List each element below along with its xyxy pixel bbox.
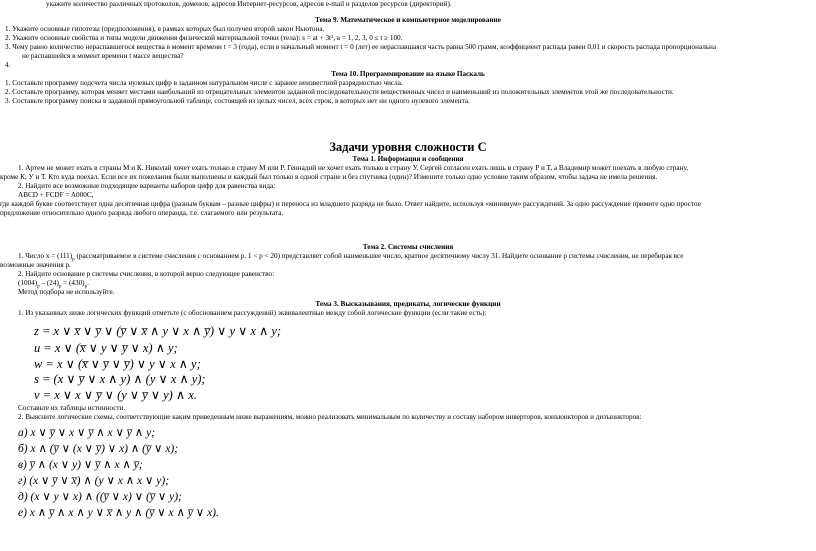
logic-formula: s = (x ∨ y̅ ∨ x ∧ y) ∧ (y ∨ x ∧ y); [34,372,206,386]
logic-formula: w = x ∨ (x̅ ∨ y̅ ∨ y̅) ∨ y ∨ x ∧ y; [34,357,201,371]
logic-option: а) x ∨ y̅ ∨ x ∨ y̅ ∧ x ∨ y̅ ∧ y; [18,427,156,439]
topic1-line: кроме К, У и Т. Кто куда поехал. Если все их пожелания были выполнены и каждый был только в одной стране и без спутника (один)? Измените только одно условие таким образом, чтобы задача не имела решения. [0,173,658,181]
topic1-line: 2. Найдите все возможные подходящие варианты наборов цифр для равенства вида: [18,182,276,190]
logic-option: г) (x ∨ y̅ ∨ x̅) ∧ (y ∨ x ∧ x ∨ y); [18,475,170,487]
logic-option: в) y̅ ∧ (x ∨ y) ∨ y̅ ∧ x ∧ y̅; [18,459,143,471]
topic10-item: 2. Составьте программу, которая меняет местами наибольший из отрицательных элементов заданной последовательности вещественных чисел и наименьший из положительных элементов этой же последовательности. [5,88,674,96]
logic-formula: u = x ∨ (x̅ ∨ y ∨ y̅ ∨ x) ∧ y; [34,341,178,355]
topic9-title: Тема 9. Математическое и компьютерное моделирование [315,16,501,24]
topic3-line: 1. Из указанных ниже логических функций отметьте (с обоснованием рассуждений) эквивалентные между собой логические функции (если такие есть): [18,309,487,317]
logic-formula: z = x ∨ x̅ ∨ y̅ ∨ (y̅ ∨ x̅ ∧ y ∨ x ∧ y̅) ∨ y ∨ x ∧ y; [34,324,282,338]
topic9-item: 1. Укажите основные гипотезы (предположения), в рамках которых был получен второй закон Ньютона. [5,25,325,33]
topic2-line: 2. Найдите основание p системы счисления, в которой верно следующее равенство: [18,270,275,278]
topic2-title: Тема 2. Системы счисления [362,243,454,251]
topic1-line: предложение относительно одного разряда любого операнда, т.е. слагаемого или результата. [0,209,284,217]
topic3-line: 2. Выясните логические схемы, соответствующие каким приведенным ниже выражениям, можно реализовать минимальным по количеству и составу набором инверторов, конъюнкторов и дизъюнкторов: [18,413,642,421]
topic10-item: 1. Составьте программу подсчета числа нулевых цифр в заданном натуральном числе с заранее неизвестной разрядностью числа. [5,79,403,87]
topic2-line: возможные значения p. [0,261,71,269]
topic3-title: Тема 3. Высказывания, предикаты, логические функции [315,300,501,308]
logic-option: б) x ∧ (y̅ ∨ (x ∨ y̅) ∨ x) ∧ (y̅ ∨ x); [18,443,179,455]
topic2-line: 1. Число $x = (111)_p$ (рассматриваемое в системе счисления с основанием p. 1 < p < 20) представляет собой наименьшее число, кратное десятичному числу 31. Найдите основание p системы счисления, не перебирая все [18,252,684,263]
topic10-item: 3. Составьте программу поиска в заданной прямоугольной таблице, состоящей из целых чисел, всех строк, в которых нет ни одного нулевого элемента. [5,97,470,105]
topic1-line: ABCD + FCDF = A000C, [18,191,94,199]
intro-line: укажите количество различных протоколов, доменов, адресов Интернет-ресурсов, адресов e-mail и разделов ресурсов (директорий). [46,0,452,8]
topic9-item: 3. Чему равно количество нераспавшегося вещества в момент времени t = 3 (года), если в начальный момент t = 0 (лет) ее нераспавшаяся часть равна 500 грамм, коэффициент распада равен 0,01 и скорость распада пропорциональна [5,43,717,51]
logic-formula: v = x ∨ x ∨ y̅ ∨ (y ∨ y̅ ∨ y) ∧ x. [34,388,197,402]
section-c-title: Задачи уровня сложности С [329,140,487,154]
topic1-line: 1. Артем не может ехать в страны М и К. Николай хочет ехать только в страну М или Р. Геннадий не хочет ехать только в страну У. Сергей согласен ехать лишь в страну Р и Т, а Владимир может поехать в любую страну, [18,164,689,172]
topic2-line: Метод подбора не используйте. [18,288,115,296]
topic1-line: где каждой букве соответствует одна десятичная цифра (разным буквам – разные цифры) и переноса из младшего разряда не было. Ответ найдите, используя «минимум» рассуждений. За одно рассуждение примите одно простое [0,200,701,208]
topic10-title: Тема 10. Программирование на языке Паскаль [331,70,485,78]
logic-option: е) x ∧ y̅ ∧ x ∧ y ∨ x̅ ∧ y ∧ (y̅ ∨ x ∧ y̅ ∨ x). [18,507,219,519]
topic2-equation: $(1004)_p - (24)_p = (430)_p$. [18,279,89,290]
topic9-item-cont: не распавшейся в момент времени t массе вещества? [22,52,184,60]
logic-option: д) (x ∨ y ∨ x) ∧ ((y̅ ∨ x) ∨ (y̅ ∨ y); [18,491,182,503]
topic3-line: Составьте их таблицы истинности. [18,404,126,412]
topic1-title: Тема 1. Информация и сообщения [352,155,464,163]
topic9-item: 4. [5,61,11,69]
topic9-item: 2. Укажите основные свойства и типы модели движения физической материальной точки (тела): s = at + 3t², a = 1, 2, 3, 0 ≤ t ≥ 100. [5,34,403,42]
